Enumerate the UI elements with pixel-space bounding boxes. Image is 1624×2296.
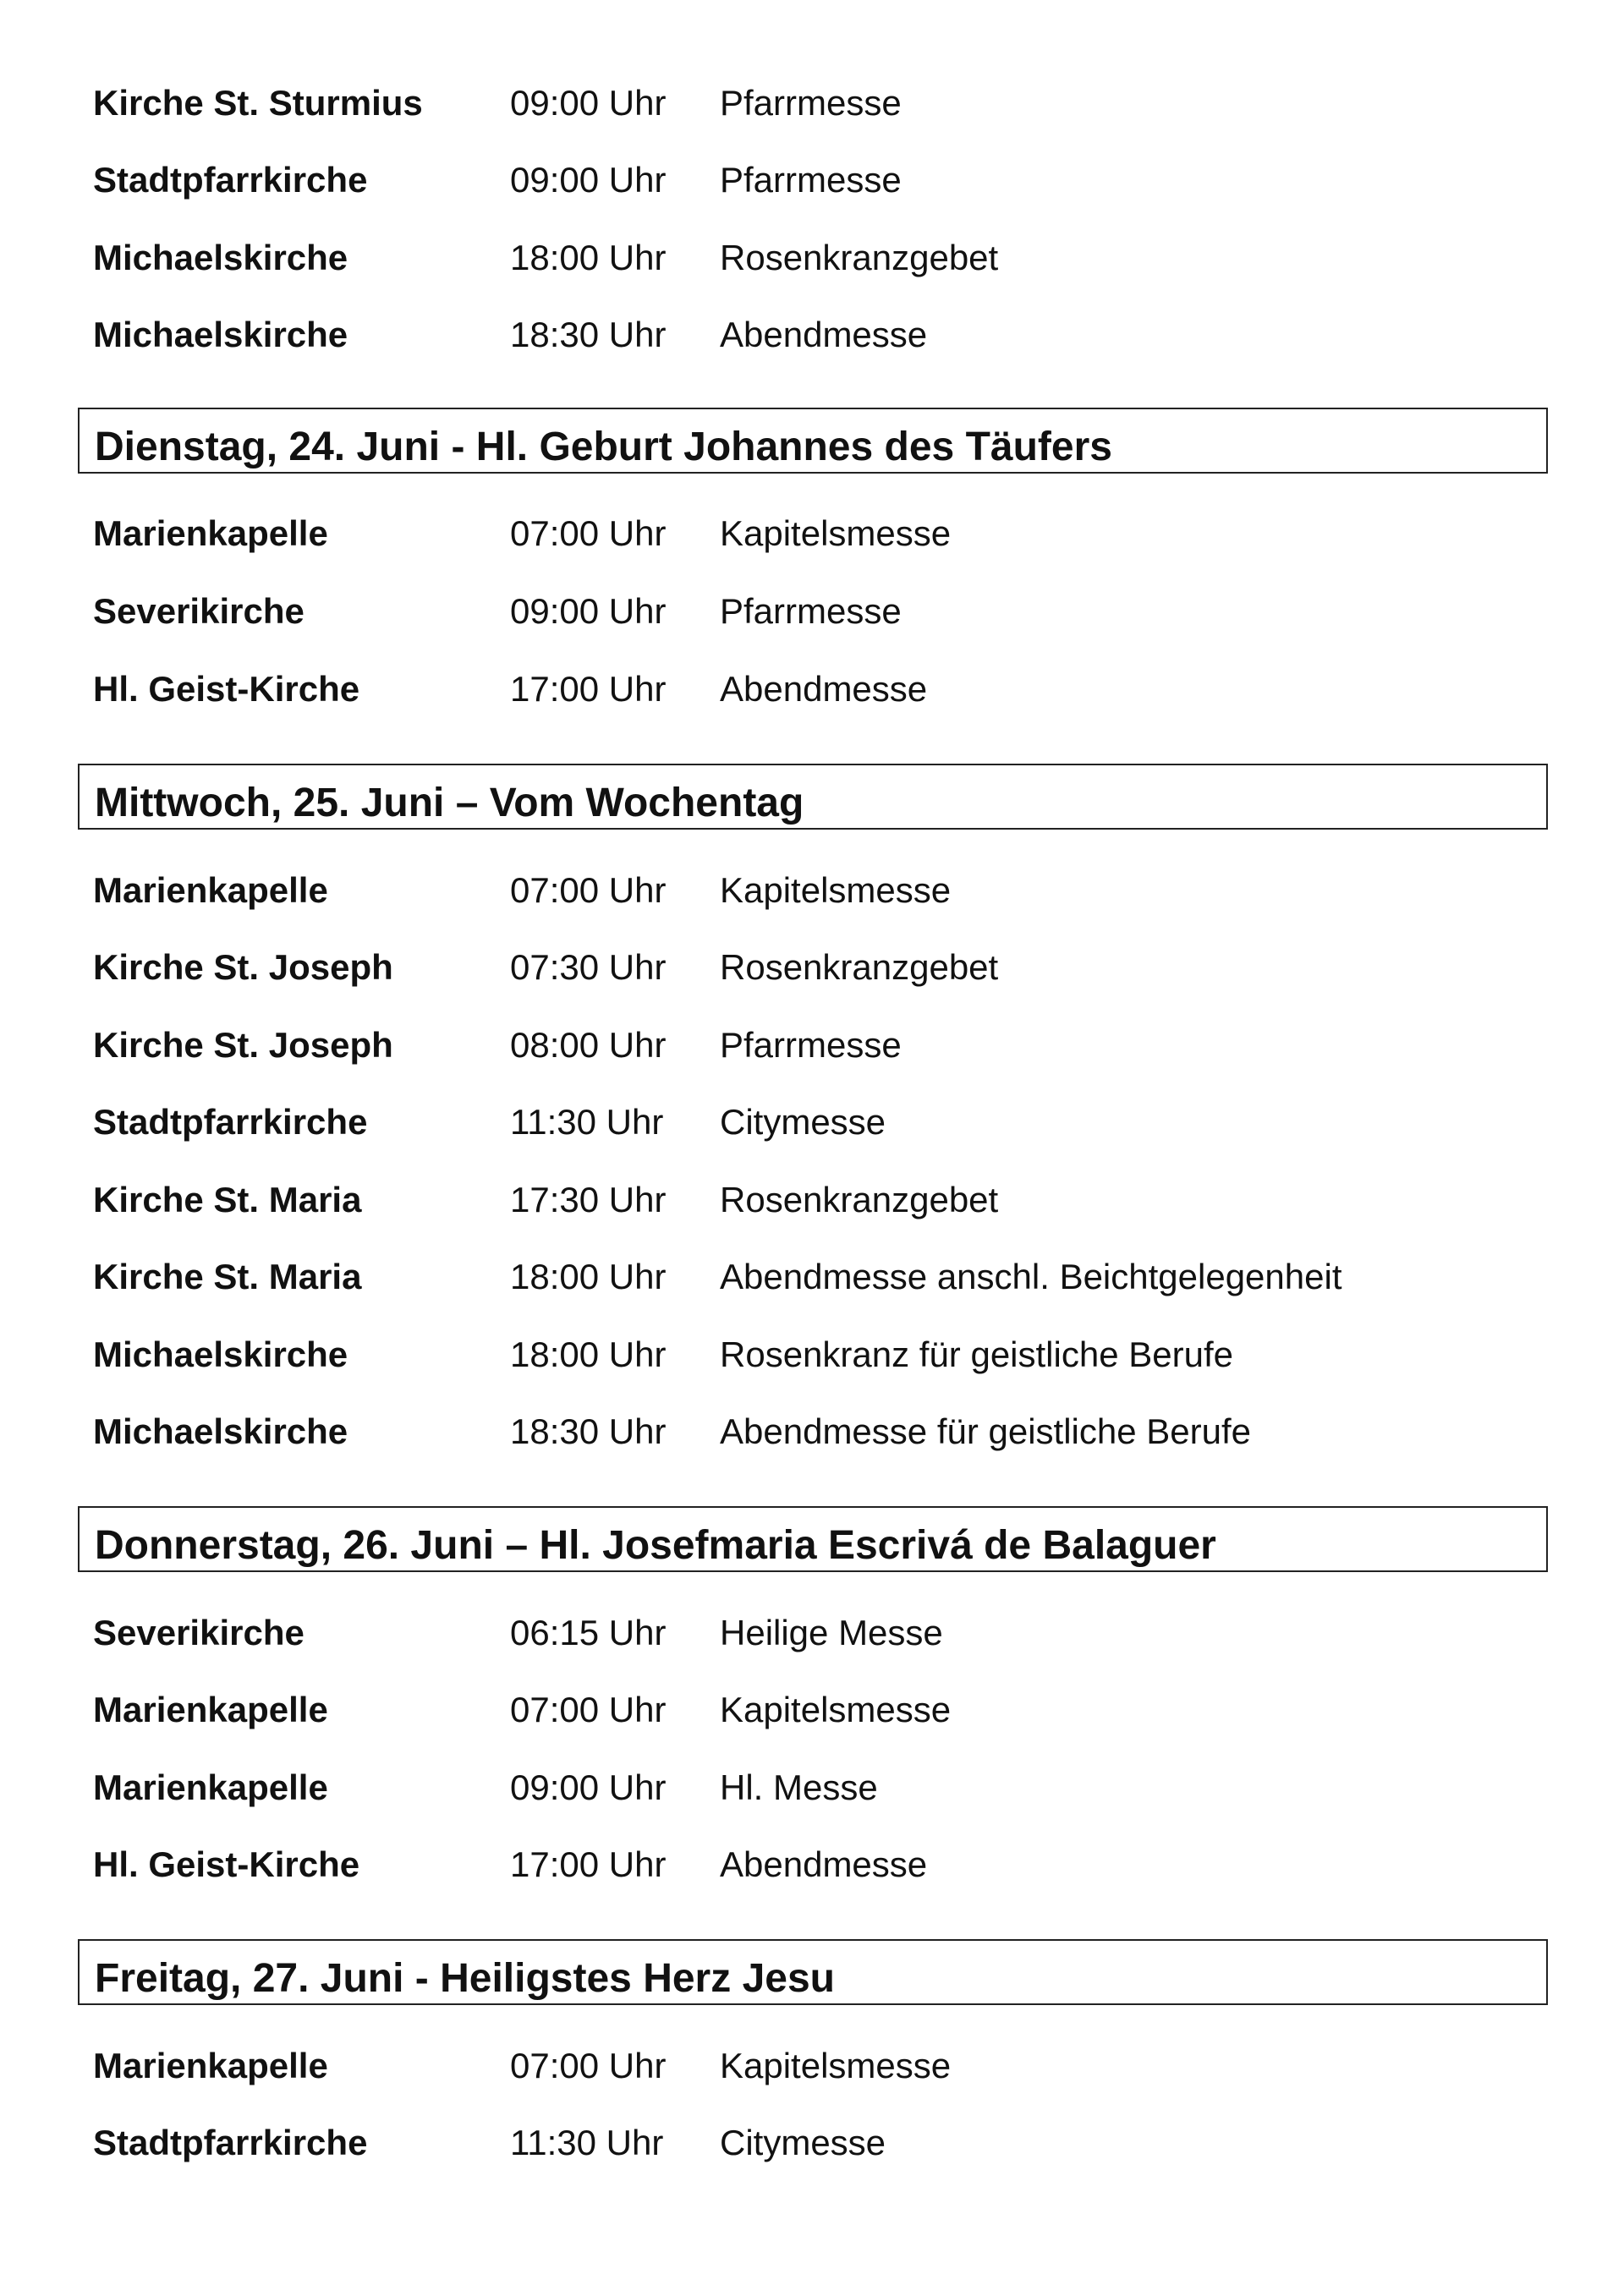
day-header	[78, 408, 1548, 474]
church-name: Kirche St. Maria	[93, 1180, 362, 1219]
church-name: Kirche St. Joseph	[93, 947, 393, 987]
service-time: 17:00 Uhr	[510, 1844, 667, 1884]
service-time: 17:30 Uhr	[510, 1180, 667, 1219]
service-type: Citymesse	[720, 2123, 886, 2162]
schedule-row	[93, 2041, 1531, 2091]
service-type: Abendmesse	[720, 669, 928, 709]
church-name: Michaelskirche	[93, 1334, 348, 1374]
church-name: Marienkapelle	[93, 870, 328, 910]
schedule-row	[93, 1020, 1531, 1071]
service-type: Pfarrmesse	[720, 160, 902, 200]
schedule-row	[93, 942, 1531, 993]
service-time: 11:30 Uhr	[510, 1102, 664, 1142]
service-time: 09:00 Uhr	[510, 83, 667, 123]
service-time: 09:00 Uhr	[510, 1767, 667, 1807]
church-name: Marienkapelle	[93, 513, 328, 553]
church-name: Michaelskirche	[93, 1411, 348, 1451]
service-time: 18:00 Uhr	[510, 238, 667, 277]
schedule-row	[93, 310, 1531, 360]
service-type: Rosenkranz für geistliche Berufe	[720, 1334, 1233, 1374]
day-title: Dienstag, 24. Juni - Hl. Geburt Johannes des Täufers	[95, 425, 1112, 469]
church-name: Marienkapelle	[93, 1690, 328, 1729]
day-title: Mittwoch, 25. Juni – Vom Wochentag	[95, 781, 804, 825]
service-type: Kapitelsmesse	[720, 1690, 952, 1729]
day-title: Donnerstag, 26. Juni – Hl. Josefmaria Escrivá de Balaguer	[95, 1523, 1216, 1568]
service-time: 07:00 Uhr	[510, 2046, 667, 2085]
schedule-row	[93, 1175, 1531, 1225]
service-time: 09:00 Uhr	[510, 160, 667, 200]
service-type: Kapitelsmesse	[720, 2046, 952, 2085]
schedule-row	[93, 155, 1531, 205]
service-time: 07:30 Uhr	[510, 947, 667, 987]
schedule-row	[93, 508, 1531, 559]
service-type: Rosenkranzgebet	[720, 1180, 999, 1219]
church-name: Severikirche	[93, 1613, 304, 1652]
schedule-row	[93, 1762, 1531, 1813]
service-type: Kapitelsmesse	[720, 513, 952, 553]
service-type: Pfarrmesse	[720, 83, 902, 123]
service-time: 11:30 Uhr	[510, 2123, 664, 2162]
service-type: Heilige Messe	[720, 1613, 943, 1652]
service-type: Hl. Messe	[720, 1767, 878, 1807]
service-type: Abendmesse für geistliche Berufe	[720, 1411, 1252, 1451]
service-time: 07:00 Uhr	[510, 870, 667, 910]
service-type: Pfarrmesse	[720, 1025, 902, 1065]
service-time: 06:15 Uhr	[510, 1613, 667, 1652]
service-time: 18:30 Uhr	[510, 1411, 667, 1451]
schedule-row	[93, 664, 1531, 715]
church-name: Kirche St. Maria	[93, 1257, 362, 1296]
schedule-row	[93, 1608, 1531, 1658]
service-type: Rosenkranzgebet	[720, 238, 999, 277]
schedule-row	[93, 865, 1531, 916]
schedule-row	[93, 78, 1531, 129]
church-name: Michaelskirche	[93, 238, 348, 277]
schedule-row	[93, 1406, 1531, 1457]
service-type: Pfarrmesse	[720, 591, 902, 631]
schedule-row	[93, 1097, 1531, 1148]
service-time: 18:30 Uhr	[510, 315, 667, 354]
service-type: Citymesse	[720, 1102, 886, 1142]
service-time: 08:00 Uhr	[510, 1025, 667, 1065]
church-name: Marienkapelle	[93, 1767, 328, 1807]
church-name: Michaelskirche	[93, 315, 348, 354]
schedule-row	[93, 1329, 1531, 1380]
schedule-row	[93, 586, 1531, 637]
service-type: Kapitelsmesse	[720, 870, 952, 910]
schedule-row	[93, 233, 1531, 283]
schedule-row	[93, 1685, 1531, 1735]
church-name: Marienkapelle	[93, 2046, 328, 2085]
day-header	[78, 1939, 1548, 2005]
church-name: Stadtpfarrkirche	[93, 2123, 368, 2162]
church-name: Kirche St. Joseph	[93, 1025, 393, 1065]
service-time: 17:00 Uhr	[510, 669, 667, 709]
church-name: Severikirche	[93, 591, 304, 631]
church-name: Stadtpfarrkirche	[93, 160, 368, 200]
day-header	[78, 1506, 1548, 1572]
day-header	[78, 764, 1548, 830]
schedule-row	[93, 1252, 1531, 1302]
church-name: Kirche St. Sturmius	[93, 83, 423, 123]
church-name: Hl. Geist-Kirche	[93, 1844, 360, 1884]
service-time: 07:00 Uhr	[510, 1690, 667, 1729]
service-time: 18:00 Uhr	[510, 1334, 667, 1374]
service-time: 09:00 Uhr	[510, 591, 667, 631]
schedule-row	[93, 2118, 1531, 2168]
day-title: Freitag, 27. Juni - Heiligstes Herz Jesu	[95, 1956, 835, 2001]
service-time: 07:00 Uhr	[510, 513, 667, 553]
service-type: Abendmesse anschl. Beichtgelegenheit	[720, 1257, 1342, 1296]
church-name: Stadtpfarrkirche	[93, 1102, 368, 1142]
service-time: 18:00 Uhr	[510, 1257, 667, 1296]
church-name: Hl. Geist-Kirche	[93, 669, 360, 709]
service-type: Abendmesse	[720, 1844, 928, 1884]
schedule-row	[93, 1839, 1531, 1890]
service-type: Abendmesse	[720, 315, 928, 354]
service-type: Rosenkranzgebet	[720, 947, 999, 987]
